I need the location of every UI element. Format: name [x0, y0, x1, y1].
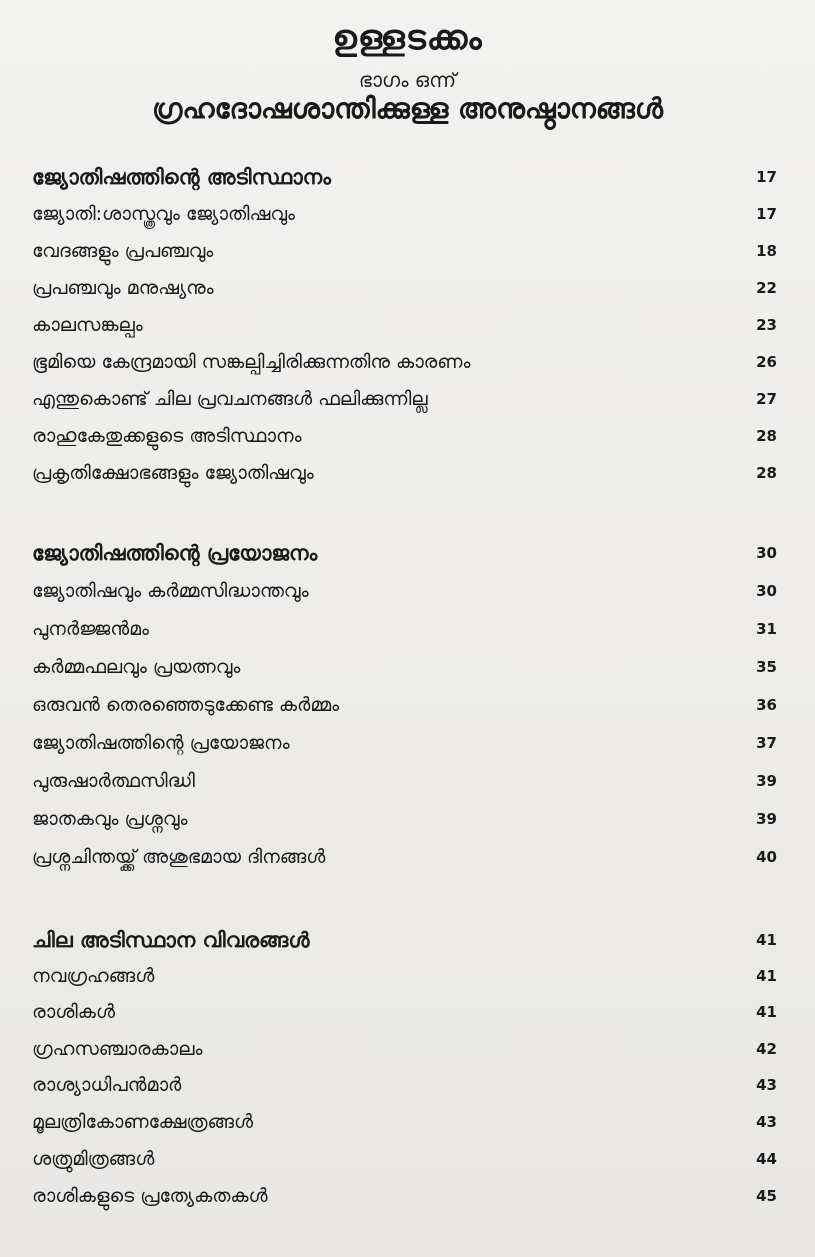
part-label: ഭാഗം ഒന്ന് — [358, 68, 457, 92]
toc-entry-label: രാശികളുടെ പ്രത്യേകതകൾ — [32, 1185, 268, 1207]
toc-entry-page: 30 — [756, 544, 777, 562]
toc-entry-page: 45 — [756, 1187, 777, 1205]
toc-entry-label: ജ്യോതിഷത്തിന്റെ അടിസ്ഥാനം — [32, 164, 331, 189]
toc-entry — [32, 690, 777, 720]
toc-entry — [32, 1144, 777, 1174]
toc-entry-page: 36 — [756, 696, 777, 714]
toc-entry-page: 27 — [756, 390, 777, 408]
toc-entry-label: ശത്രുമിത്രങ്ങൾ — [32, 1148, 155, 1170]
part-subtitle: ഗ്രഹദോഷശാന്തിക്കുള്ള അനുഷ്ഠാനങ്ങൾ — [152, 92, 663, 125]
toc-entry-page: 43 — [756, 1076, 777, 1094]
toc-entry — [32, 310, 777, 340]
toc-entry — [32, 199, 777, 229]
toc-entry-page: 37 — [756, 734, 777, 752]
toc-entry-page: 22 — [756, 279, 777, 297]
toc-entry — [32, 804, 777, 834]
toc-entry-label: രാഹുകേതുക്കളുടെ അടിസ്ഥാനം — [32, 425, 302, 447]
toc-entry-label: മൂലത്രികോണക്ഷേത്രങ്ങൾ — [32, 1111, 254, 1133]
toc-entry — [32, 1107, 777, 1137]
toc-entry-label: പ്രശ്നചിന്തയ്ക്ക് അശുഭമായ ദിനങ്ങൾ — [32, 846, 326, 868]
toc-section-heading — [32, 925, 777, 955]
toc-entry-label: എന്തുകൊണ്ട് ചില പ്രവചനങ്ങൾ ഫലിക്കുന്നില്ല — [32, 388, 428, 410]
toc-entry-label: ജ്യോതിഷവും കർമ്മസിദ്ധാന്തവും — [32, 580, 309, 602]
toc-entry-label: ജ്യോതിഷത്തിന്റെ പ്രയോജനം — [32, 732, 290, 754]
toc-entry-page: 41 — [756, 931, 777, 949]
toc-entry-label: ജ്യോതിഷത്തിന്റെ പ്രയോജനം — [32, 540, 318, 565]
toc-entry — [32, 236, 777, 266]
toc-entry-label: കാലസങ്കല്പം — [32, 314, 143, 336]
toc-section-heading — [32, 162, 777, 192]
toc-entry — [32, 997, 777, 1027]
toc-entry — [32, 576, 777, 606]
toc-section-heading — [32, 538, 777, 568]
toc-entry — [32, 614, 777, 644]
toc-entry-page: 44 — [756, 1150, 777, 1168]
toc-entry — [32, 1070, 777, 1100]
toc-entry-page: 39 — [756, 772, 777, 790]
toc-entry-page: 35 — [756, 658, 777, 676]
toc-entry — [32, 273, 777, 303]
toc-entry-page: 41 — [756, 1003, 777, 1021]
toc-entry-label: രാശികൾ — [32, 1001, 115, 1023]
toc-entry — [32, 961, 777, 991]
toc-entry — [32, 1034, 777, 1064]
toc-entry-label: ജ്യോതി:ശാസ്ത്രവും ജ്യോതിഷവും — [32, 203, 295, 225]
toc-entry-label: ഒരുവൻ തെരഞ്ഞെടുക്കേണ്ട കർമ്മം — [32, 694, 340, 716]
toc-entry — [32, 842, 777, 872]
toc-entry-label: പുരുഷാർത്ഥസിദ്ധി — [32, 770, 195, 792]
toc-entry-page: 28 — [756, 464, 777, 482]
toc-entry — [32, 1181, 777, 1211]
toc-entry-label: പ്രകൃതിക്ഷോഭങ്ങളും ജ്യോതിഷവും — [32, 462, 314, 484]
toc-entry-page: 23 — [756, 316, 777, 334]
toc-entry-label: ചില അടിസ്ഥാന വിവരങ്ങൾ — [32, 927, 310, 952]
toc-entry-page: 41 — [756, 967, 777, 985]
toc-entry-label: പുനർജ്ജൻമം — [32, 618, 150, 640]
page-title: ഉള്ളടക്കം — [332, 18, 483, 58]
toc-entry-page: 18 — [756, 242, 777, 260]
toc-entry-label: കർമ്മഫലവും പ്രയത്നവും — [32, 656, 241, 678]
toc-entry-page: 17 — [756, 205, 777, 223]
toc-entry-label: നവഗ്രഹങ്ങൾ — [32, 965, 155, 987]
toc-entry-page: 39 — [756, 810, 777, 828]
toc-entry-label: ഭൂമിയെ കേന്ദ്രമായി സങ്കല്പിച്ചിരിക്കുന്നതിനു കാരണം — [32, 351, 471, 373]
toc-entry-page: 28 — [756, 427, 777, 445]
toc-entry-label: ഗ്രഹസഞ്ചാരകാലം — [32, 1038, 203, 1060]
toc-entry-page: 17 — [756, 168, 777, 186]
toc-entry — [32, 458, 777, 488]
toc-entry-page: 30 — [756, 582, 777, 600]
toc-entry — [32, 421, 777, 451]
toc-entry — [32, 384, 777, 414]
toc-entry — [32, 766, 777, 796]
toc-entry-page: 26 — [756, 353, 777, 371]
toc-entry-label: രാശ്യാധിപൻമാർ — [32, 1074, 182, 1096]
toc-entry-page: 31 — [756, 620, 777, 638]
toc-entry — [32, 652, 777, 682]
toc-entry — [32, 347, 777, 377]
toc-entry-label: പ്രപഞ്ചവും മനുഷ്യനും — [32, 277, 214, 299]
toc-entry-label: ജാതകവും പ്രശ്നവും — [32, 808, 188, 830]
toc-entry-label: വേദങ്ങളും പ്രപഞ്ചവും — [32, 240, 214, 262]
toc-entry — [32, 728, 777, 758]
toc-entry-page: 42 — [756, 1040, 777, 1058]
toc-entry-page: 43 — [756, 1113, 777, 1131]
toc-entry-page: 40 — [756, 848, 777, 866]
